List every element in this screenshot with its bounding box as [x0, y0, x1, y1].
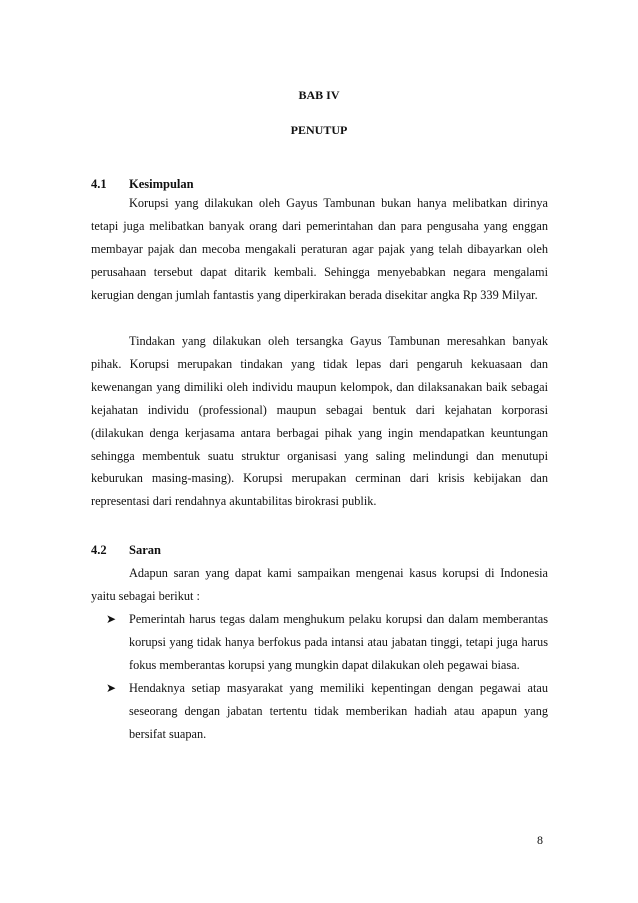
section-heading-saran: [91, 543, 161, 558]
list-item: [106, 677, 548, 746]
section-title: Saran: [129, 543, 161, 557]
page-number: 8: [537, 833, 543, 847]
suggestion-intro: Adapun saran yang dapat kami sampaikan mengenai kasus korupsi di Indonesia yaitu sebagai berikut :: [91, 566, 548, 603]
list-item-text: Pemerintah harus tegas dalam menghukum pelaku korupsi dan dalam memberantas korupsi yang tidak hanya berfokus pada intansi atau jabatan tinggi, tetapi juga harus fokus memberantas korupsi yang mungkin dapat dilakukan oleh pegawai biasa.: [129, 612, 548, 672]
arrowhead-bullet-icon: ➤: [106, 612, 117, 626]
list-item-text: Hendaknya setiap masyarakat yang memiliki kepentingan dengan pegawai atau seseorang dengan jabatan tertentu tidak memberikan hadiah atau apapun yang bersifat suapan.: [129, 680, 548, 741]
section-heading-kesimpulan: [91, 177, 194, 192]
list-item: [106, 608, 548, 677]
section-number: 4.1: [91, 177, 107, 191]
section-number: 4.2: [91, 543, 107, 557]
arrowhead-bullet-icon: ➤: [106, 680, 117, 695]
conclusion-paragraph-1: Korupsi yang dilakukan oleh Gayus Tambunan bukan hanya melibatkan dirinya tetapi juga melibatkan banyak orang dari pemerintahan dan para pengusaha yang enggan membayar pajak dan mecoba mengakali peraturan agar pajak yang telah dibayarkan oleh perusahaan tersebut dapat ditarik kembali. Sehingga menyebabkan negara mengalami kerugian dengan jumlah fantastis yang diperkirakan berada disekitar angka Rp 339 Milyar.: [91, 196, 548, 302]
conclusion-paragraph-2: Tindakan yang dilakukan oleh tersangka Gayus Tambunan meresahkan banyak pihak. Korupsi merupakan tindakan yang tidak lepas dari pengaruh kekuasaan dan kewenangan yang dimiliki oleh individu maupun kelompok, dan dilaksanakan baik sebagai kejahatan individu (professional) maupun sebagai bentuk dari kejahatan korporasi (dilakukan denga kerjasama antara berbagai pihak yang ingin mendapatkan keuntungan sehingga membentuk suatu struktur organisasi yang saling melindungi dan menutupi keburukan masing-masing). Korupsi merupakan cerminan dari krisis kebijakan dan representasi dari rendahnya akuntabilitas birokrasi publik.: [91, 334, 548, 509]
chapter-label: BAB IV: [298, 88, 340, 102]
chapter-title: PENUTUP: [290, 123, 348, 137]
suggestion-list: [106, 608, 548, 745]
section-title: Kesimpulan: [129, 177, 194, 191]
